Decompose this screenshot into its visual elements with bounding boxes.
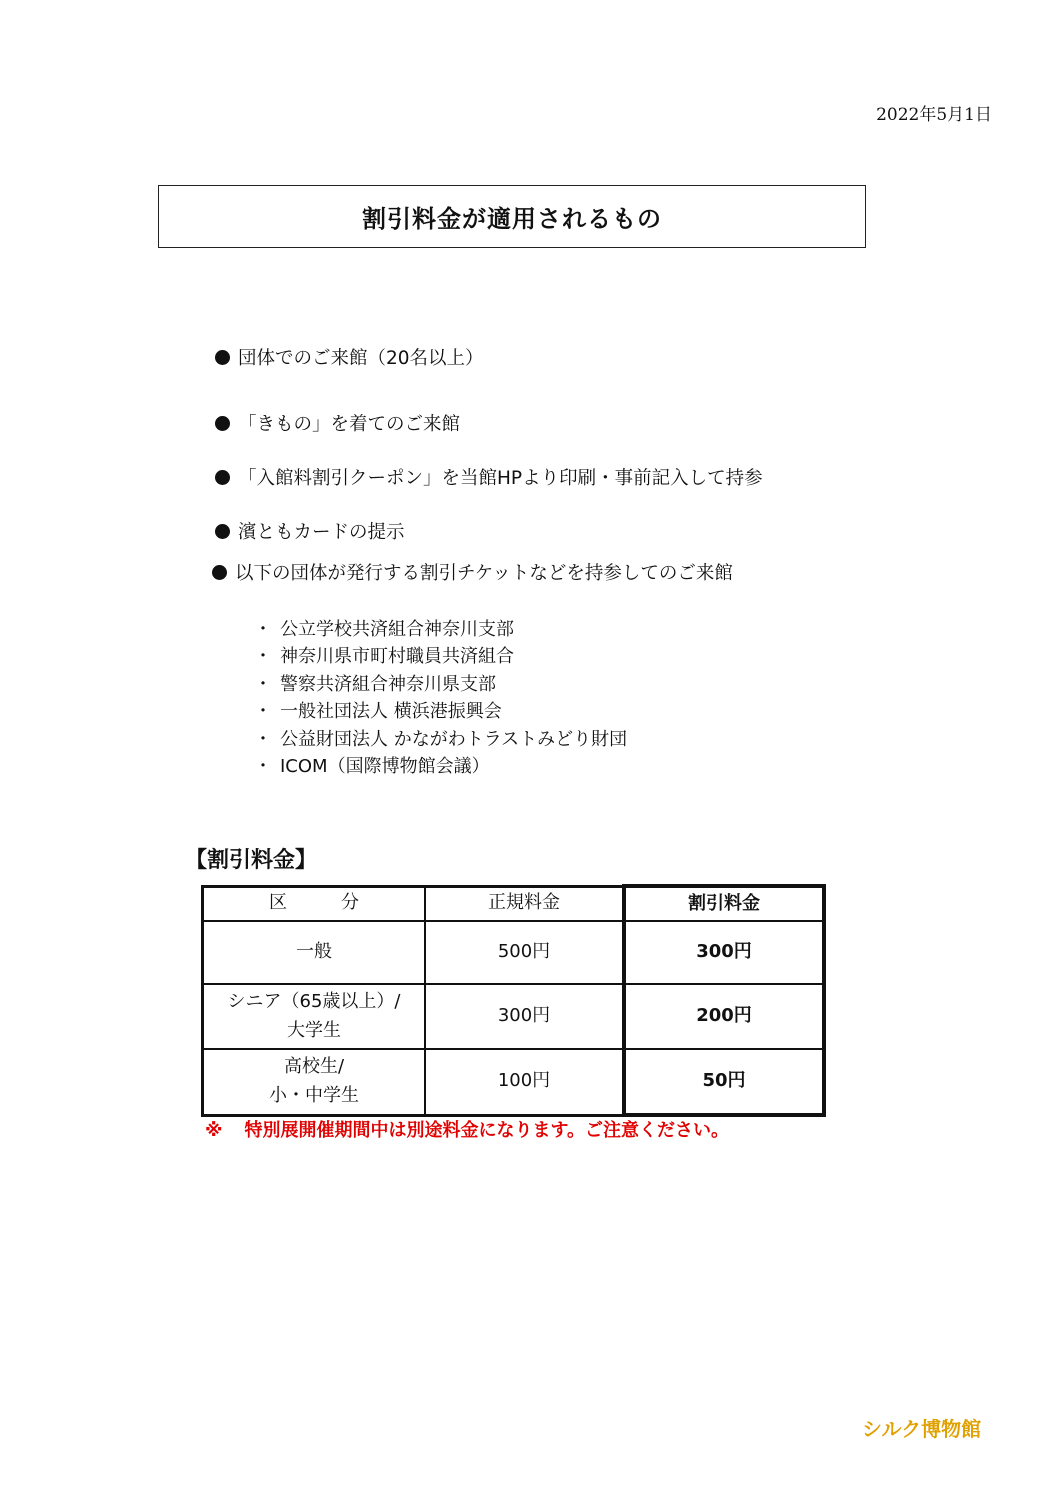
bullet-icon [215,524,230,539]
condition-item [212,559,733,585]
condition-text: 「きもの」を着てのご来館 [238,414,461,435]
organization-item [254,669,627,697]
discount-fee-cell: 50円 [624,1049,824,1115]
organization-item [254,697,627,725]
condition-text: 「入館料割引クーポン」を当館HPより印刷・事前記入して持参 [238,468,763,489]
condition-text: 団体でのご来館（20名以上） [238,348,484,369]
table-row [203,984,825,1049]
category-line: 一般 [296,941,332,963]
category-cell [203,984,426,1049]
header-category: 区 分 [203,886,426,921]
fee-section-heading: 【割引料金】 [185,848,318,873]
condition-item [215,344,484,370]
category-cell [203,1049,426,1115]
list-dot: ・ [254,756,272,778]
organization-name: 警察共済組合神奈川県支部 [280,673,496,695]
condition-item [215,518,405,544]
bullet-icon [215,416,230,431]
notice-text: 特別展開催期間中は別途料金になります。ご注意ください。 [244,1120,730,1141]
category-line: シニア（65歳以上）/ [227,990,401,1012]
reference-mark: ※ [205,1120,223,1141]
condition-item [215,464,763,490]
special-exhibition-notice [205,1116,729,1142]
museum-name: シルク博物館 [862,1417,982,1441]
organization-item [254,724,627,752]
list-dot: ・ [254,728,272,750]
organization-item [254,642,627,670]
regular-fee-cell: 500円 [425,921,624,984]
condition-text: 濱ともカードの提示 [238,522,405,543]
bullet-icon [212,565,227,580]
list-dot: ・ [254,618,272,640]
bullet-icon [215,350,230,365]
page-title: 割引料金が適用されるもの [362,205,662,233]
regular-fee-cell: 100円 [425,1049,624,1115]
bullet-icon [215,470,230,485]
condition-text: 以下の団体が発行する割引チケットなどを持参してのご来館 [235,563,733,584]
condition-item [215,410,460,436]
fee-table-header-row [203,886,825,921]
category-line: 高校生/ [283,1055,345,1077]
header-discount-fee: 割引料金 [624,886,824,921]
organization-item [254,752,627,780]
discount-fee-cell: 200円 [624,984,824,1049]
organization-name: ICOM（国際博物館会議） [280,756,490,778]
category-line: 小・中学生 [269,1084,359,1106]
list-dot: ・ [254,673,272,695]
header-regular-fee: 正規料金 [425,886,624,921]
organization-name: 神奈川県市町村職員共済組合 [280,646,514,668]
regular-fee-cell: 300円 [425,984,624,1049]
organization-name: 公立学校共済組合神奈川支部 [280,618,514,640]
title-box [158,185,866,248]
category-line: 大学生 [287,1019,341,1041]
list-dot: ・ [254,701,272,723]
organization-list [254,614,627,779]
table-row [203,921,825,984]
discount-fee-cell: 300円 [624,921,824,984]
organization-name: 公益財団法人 かながわトラストみどり財団 [280,728,628,750]
table-row [203,1049,825,1115]
organization-item [254,614,627,642]
category-cell [203,921,426,984]
organization-name: 一般社団法人 横浜港振興会 [280,701,502,723]
fee-table [201,884,826,1117]
list-dot: ・ [254,646,272,668]
document-date: 2022年5月1日 [876,105,992,125]
